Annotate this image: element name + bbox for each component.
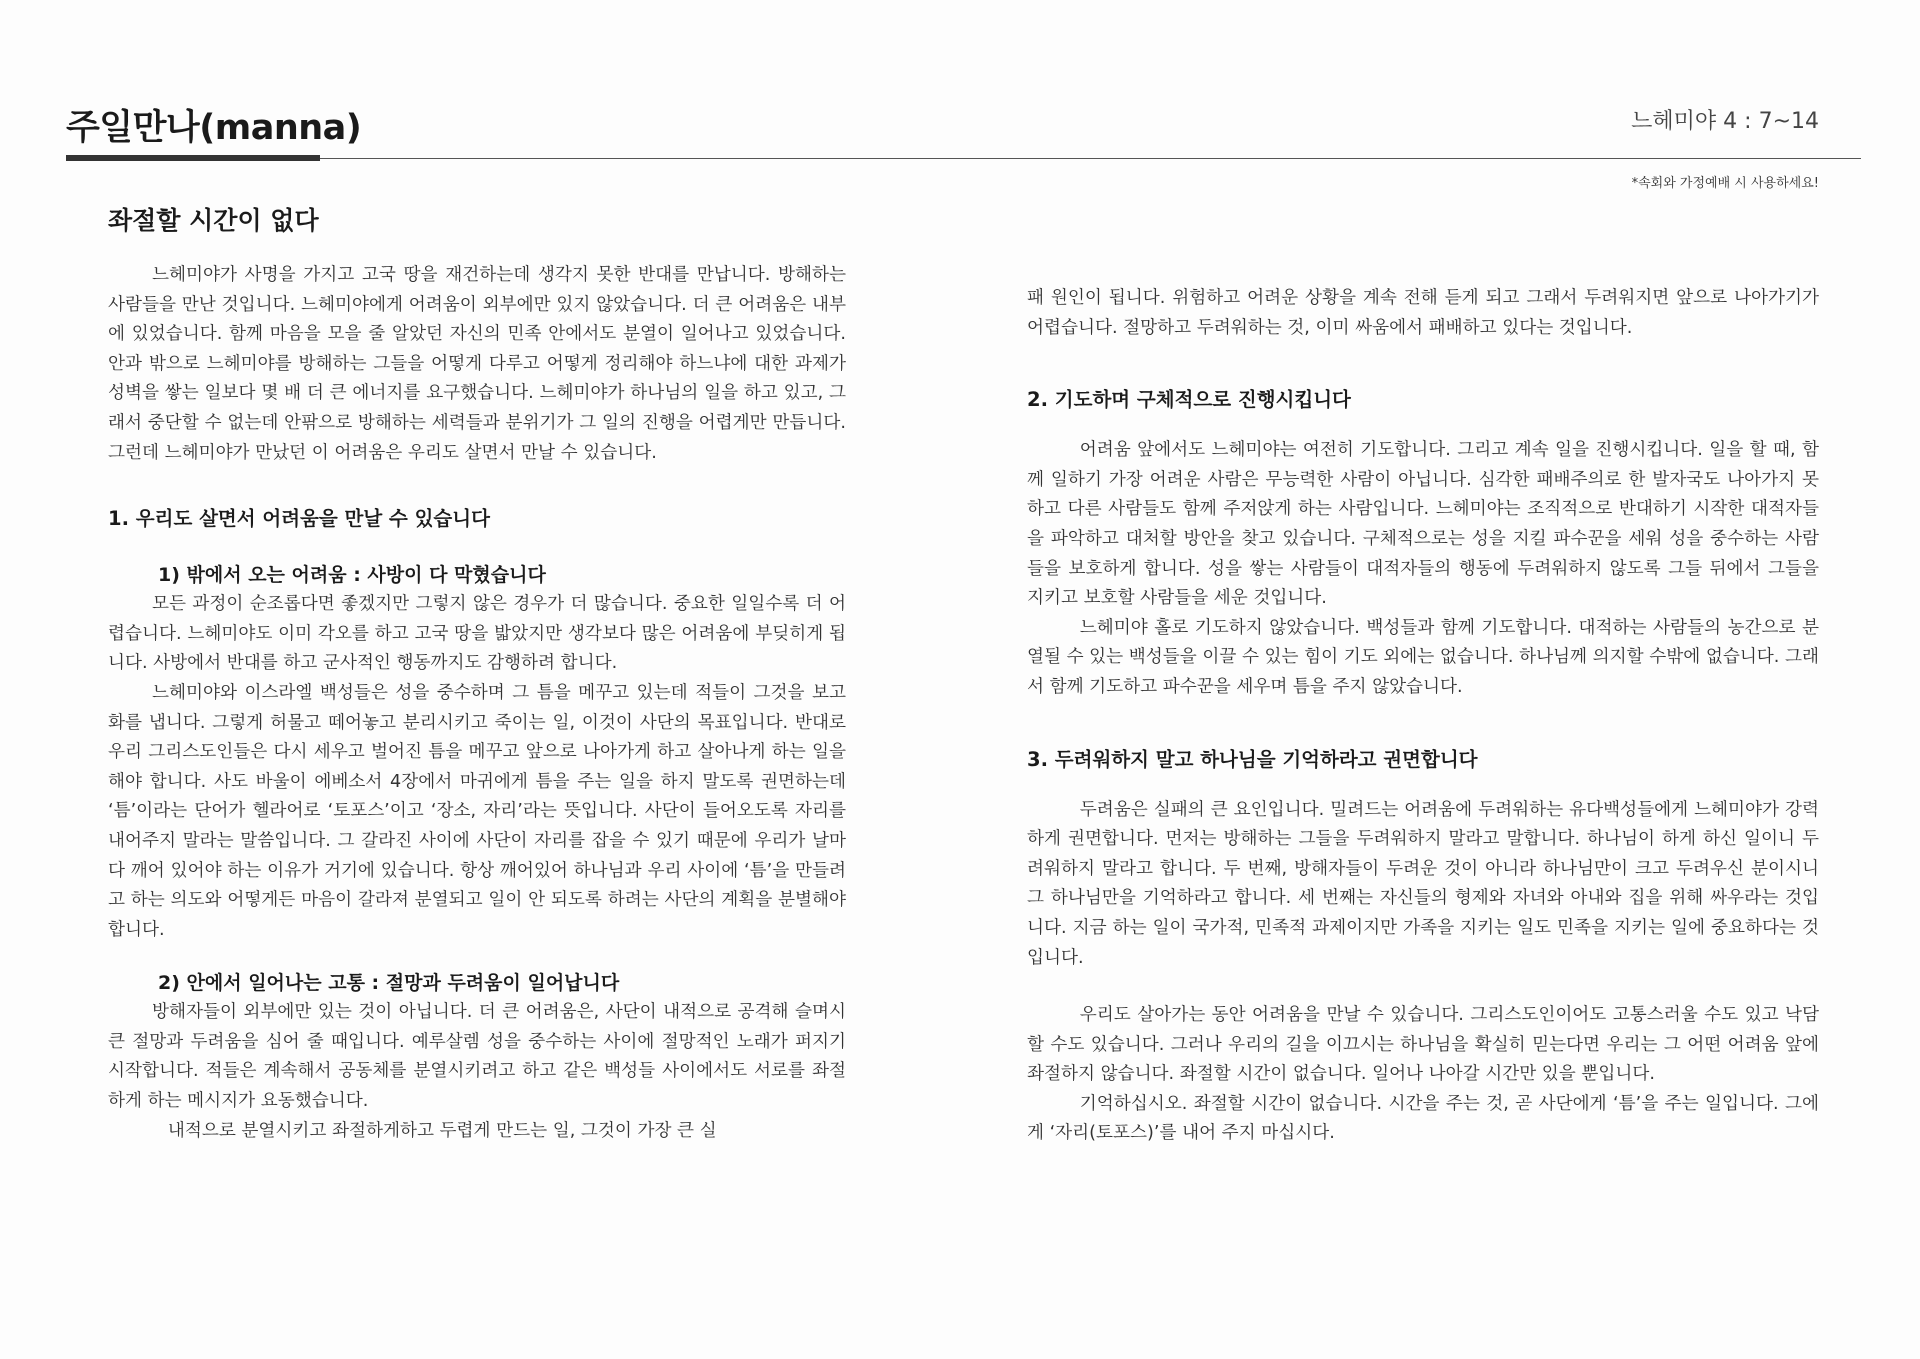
header-divider (66, 158, 1861, 159)
scripture-reference: 느헤미야 4 : 7~14 (1631, 109, 1819, 134)
section-3-title: 3. 두려워하지 말고 하나님을 기억하라고 권면합니다 (1027, 747, 1478, 771)
section-1-sub-2-paragraph-2-start: 내적으로 분열시키고 좌절하게하고 두렵게 만드는 일, 그것이 가장 큰 실 (167, 1120, 717, 1141)
intro-paragraph: 느헤미야가 사명을 가지고 고국 땅을 재건하는데 생각지 못한 반대를 만납니다. 방해하는 사람들을 만난 것입니다. 느헤미야에게 어려움이 외부에만 있지 않았습니다. 더 큰 어려움은 내부에 있었습니다. 함께 마음을 모을 줄 알았던 자신의 민족 안에서도 분열이 일어나고 있었습니다. 안과 밖으로 느헤미야를 방해하는 그들을 어떻게 다루고 어떻게 정리해야 하느냐에 대한 과제가 성벽을 쌓는 일보다 몇 배 더 큰 에너지를 요구했습니다. 느헤미야가 하나님의 일을 하고 있고, 그래서 중단할 수 없는데 안팎으로 방해하는 세력들과 분위기가 그 일의 진행을 어렵게만 만듭니다. 그런데 느헤미야가 만났던 이 어려움은 우리도 살면서 만날 수 있습니다. (108, 265, 846, 463)
section-3-paragraph-1: 두려움은 실패의 큰 요인입니다. 밀려드는 어려움에 두려워하는 유다백성들에게 느헤미야가 강력하게 권면합니다. 먼저는 방해하는 그들을 두려워하지 말라고 말합니다. 하나님이 하게 하신 일이니 두려워하지 말라고 합니다. 두 번째, 방해자들이 두려운 것이 아니라 하나님만이 크고 두려우신 분이시니 그 하나님만을 기억하라고 합니다. 세 번째는 자신들의 형제와 자녀와 아내와 집을 위해 싸우라는 것입니다. 지금 하는 일이 국가적, 민족적 과제이지만 가족을 지키는 일도 민족을 지키는 일에 중요하다는 것입니다. (1027, 799, 1819, 968)
section-1-sub-2-paragraph-1: 방해자들이 외부에만 있는 것이 아닙니다. 더 큰 어려움은, 사단이 내적으로 공격해 슬며시 큰 절망과 두려움을 심어 줄 때입니다. 예루살렘 성을 중수하는 사이에 절망적인 노래가 퍼지기 시작합니다. 적들은 계속해서 공동체를 분열시키려고 하고 같은 백성들 사이에서도 서로를 좌절하게 하는 메시지가 요동했습니다. (108, 1002, 846, 1112)
section-2-paragraph-2: 느헤미야 홀로 기도하지 않았습니다. 백성들과 함께 기도합니다. 대적하는 사람들의 농간으로 분열될 수 있는 백성들을 이끌 수 있는 힘이 기도 외에는 없습니다. 하나님께 의지할 수밖에 없습니다. 그래서 함께 기도하고 파수꾼을 세우며 틈을 주지 않았습니다. (1027, 617, 1819, 697)
right-column (1027, 284, 1819, 1149)
section-2-paragraph-1: 어려움 앞에서도 느헤미야는 여전히 기도합니다. 그리고 계속 일을 진행시킵니다. 일을 할 때, 함께 일하기 가장 어려운 사람은 무능력한 사람이 아닙니다. 심각한 패배주의로 한 발자국도 나아가지 못하고 다른 사람들도 함께 주저앉게 하는 사람입니다. 느헤미야는 조직적으로 반대하기 시작한 대적자들을 파악하고 대처할 방안을 찾고 있습니다. 구체적으로는 성을 지킬 파수꾼을 세워 성을 중수하는 사람들을 보호하게 합니다. 성을 쌓는 사람들이 대적자들의 행동에 두려워하지 않도록 그들 뒤에서 그들을 지키고 보호할 사람들을 세운 것입니다. (1027, 440, 1819, 609)
section-1-sub-2-title: 2) 안에서 일어나는 고통 : 절망과 두려움이 일어납니다 (158, 972, 620, 995)
usage-note: *속회와 가정예배 시 사용하세요! (1631, 176, 1819, 191)
closing-paragraph-1: 우리도 살아가는 동안 어려움을 만날 수 있습니다. 그리스도인이어도 고통스러울 수도 있고 낙담할 수도 있습니다. 그러나 우리의 길을 이끄시는 하나님을 확실히 믿는다면 우리는 그 어떤 어려움 앞에 좌절하지 않습니다. 좌절할 시간이 없습니다. 일어나 나아갈 시간만 있을 뿐입니다. (1027, 1005, 1819, 1085)
closing-paragraph-2: 기억하십시오. 좌절할 시간이 없습니다. 시간을 주는 것, 곧 사단에게 ‘틈’을 주는 일입니다. 그에게 ‘자리(토포스)’를 내어 주지 마십시다. (1027, 1093, 1819, 1144)
section-1-sub-1-paragraph-1: 모든 과정이 순조롭다면 좋겠지만 그렇지 않은 경우가 더 많습니다. 중요한 일일수록 더 어렵습니다. 느헤미야도 이미 각오를 하고 고국 땅을 밟았지만 생각보다 많은 어려움에 부딪히게 됩니다. 사방에서 반대를 하고 군사적인 행동까지도 감행하려 합니다. (108, 594, 846, 674)
header-accent-bar (66, 155, 320, 161)
left-column (108, 205, 846, 1146)
page-header-title: 주일만나(manna) (66, 108, 362, 148)
article-title: 좌절할 시간이 없다 (108, 206, 319, 235)
section-1-sub-1-paragraph-2: 느헤미야와 이스라엘 백성들은 성을 중수하며 그 틈을 메꾸고 있는데 적들이 그것을 보고 화를 냅니다. 그렇게 허물고 떼어놓고 분리시키고 죽이는 일, 이것이 사단의 목표입니다. 반대로 우리 그리스도인들은 다시 세우고 벌어진 틈을 메꾸고 앞으로 나아가게 하고 살아나게 하는 일을 해야 합니다. 사도 바울이 에베소서 4장에서 마귀에게 틈을 주는 일을 하지 말도록 권면하는데 ‘틈’이라는 단어가 헬라어로 ‘토포스’이고 ‘장소, 자리’라는 뜻입니다. 사단이 들어오도록 자리를 내어주지 말라는 말씀입니다. 그 갈라진 사이에 사단이 자리를 잡을 수 있기 때문에 우리가 날마다 깨어 있어야 하는 이유가 거기에 있습니다. 항상 깨어있어 하나님과 우리 사이에 ‘틈’을 만들려고 하는 의도와 어떻게든 마음이 갈라져 분열되고 일이 안 되도록 하려는 사단의 계획을 분별해야 합니다. (108, 682, 846, 940)
section-1-title: 1. 우리도 살면서 어려움을 만날 수 있습니다 (108, 507, 490, 531)
section-1-sub-1-title: 1) 밖에서 오는 어려움 : 사방이 다 막혔습니다 (158, 564, 546, 587)
section-2-title: 2. 기도하며 구체적으로 진행시킵니다 (1027, 388, 1351, 412)
section-1-sub-2-paragraph-2-continued: 패 원인이 됩니다. 위험하고 어려운 상황을 계속 전해 듣게 되고 그래서 두려워지면 앞으로 나아가기가 어렵습니다. 절망하고 두려워하는 것, 이미 싸움에서 패배하고 있다는 것입니다. (1027, 288, 1819, 338)
